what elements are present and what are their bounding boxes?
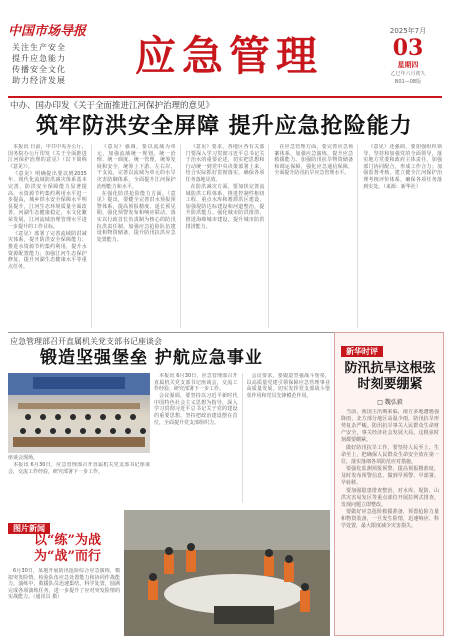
date-box (370, 26, 446, 96)
commentary-sidebar (334, 332, 444, 636)
paragraph: 本报讯 6月30日，应急管理部召开直属机关党支部书记座谈会，交流工作经验，研究部署下一步工作。 (8, 462, 150, 475)
paragraph: 要加强隐患排查整治，对水库、堤防、山洪灾害易发区等重点部位开展拉网式排查，发现问题立即整改。 (341, 487, 439, 508)
paragraph: 《意见》还强调，要加强组织领导，坚持和加强党的全面领导，落实地方党委和政府主体责任，加强部门协同配合，形成工作合力；加强监督考核，建立健全江河保护治理考核评价体系，确保各项任务落到实处。（来源：新华社） (363, 144, 442, 190)
paragraph: 在防洪减灾方面，要加快完善流域防洪工程体系，推进控制性枢纽工程、重点水库和蓄滞洪区建设，加强堤防达标建设和河道整治，提升防洪能力。强化城市防洪排涝，推进海绵城市建设，提升城市防洪排涝能力。 (185, 184, 265, 230)
paragraph: 会议强调，要坚持以习近平新时代中国特色社会主义思想为指导，深入学习贯彻习近平总书记关于党的建设的重要思想，坚持把政治建设摆在首位，全面提升党支部组织力。 (154, 393, 238, 426)
picnews-title (34, 533, 134, 565)
commentary-tag (341, 339, 383, 358)
article1-col (8, 144, 92, 328)
paragraph: 《意见》要求，各地区各有关部门要深入学习贯彻习近平总书记关于治水的重要论述，切实把思想和行动统一到党中央决策部署上来，结合实际抓好贯彻落实，确保各项任务落地见效。 (185, 144, 265, 183)
rescue-drill-photo (124, 510, 330, 636)
paragraph: 《意见》部署了完善流域防洪减灾体系，提升防洪安全保障能力；推进水资源节约集约利用，提升水资源配置能力；加强江河生态保护修复，提升河湖生态健康水平等重点任务。 (8, 230, 87, 270)
picnews-title-line: 以“练”为战 (34, 533, 101, 548)
masthead-logo-block (8, 24, 96, 94)
article1-kicker: 中办、国办印发《关于全面推进江河保护治理的意见》 (10, 101, 215, 111)
slogan-line: 传播安全文化 (12, 65, 66, 74)
date-year-month: 2025年7月 (389, 27, 427, 35)
article2-kicker: 应急管理部召开直属机关党支部书记座谈会 (10, 337, 162, 346)
paragraph: 6月30日，某地开展防汛抢险综合应急演练，模拟突发险情，检验队伍应急处置能力和协同作战能力。演练中，救援队员迅速集结、科学处置，圆满完成各项演练任务，进一步提升了应对突发险情的实战能力。（通讯员 摄） (8, 568, 120, 601)
paragraph: 要做好应急抢险救援准备，预置抢险力量和物资装备，一旦发生险情，迅速响应、科学处置，最大限度减少灾害损失。 (341, 509, 439, 529)
drill-scene-image (124, 510, 330, 636)
article2-headline: 锻造坚强堡垒 护航应急事业 (40, 348, 263, 368)
header-rule (8, 96, 442, 98)
commentary-tag-label: 新华时评 (341, 346, 383, 357)
weekday: 星期四 (397, 61, 419, 69)
paragraph: 做好防汛抗旱工作，要坚持人民至上、生命至上，把确保人民群众生命安全放在第一位，落实落细各项防范应对措施。 (341, 444, 439, 465)
picnews-tag-label: 图片新闻 (8, 523, 50, 534)
slogan-line: 关注生产安全 (12, 43, 66, 52)
article1-col (274, 144, 358, 328)
paragraph: 当前，我国主汛期来临，南方多地遭遇强降雨，北方部分地区高温少雨，防汛抗旱形势复杂严峻。防汛抗旱事关人民群众生命财产安全，事关经济社会发展大局，这根弦时刻都要绷紧。 (341, 409, 439, 443)
paragraph: 《意见》明确提出要以到2035年，现代化流域防洪减灾体系基本完善，防洪安全保障能力显著提高，水资源节约集约利用水平进一步提高，城乡供水安全保障水平明显提升，江河生态环境质量全面改善，河湖生态健康稳定，水文化繁荣发展，江河流域治理管理水平进一步提升的工作目标。 (8, 170, 87, 230)
masthead-title: 应急管理 (135, 32, 323, 80)
commentary-title (339, 361, 441, 393)
meeting-hall-image (8, 373, 150, 453)
slogan-line: 助力经济发展 (12, 76, 66, 85)
picnews-title-line: 为“战”而行 (34, 549, 101, 564)
slogan (8, 42, 96, 86)
commentary-title-line: 防汛抗旱这根弦 (344, 361, 436, 376)
article1-headline: 筑牢防洪安全屏障 提升应急抢险能力 (36, 113, 413, 139)
paragraph: 本报讯 日前，中共中央办公厅、国务院办公厅印发《关于全面推进江河保护治理的意见》（以下简称《意见》）。 (8, 144, 87, 170)
article1-col (97, 144, 181, 328)
article2-col (154, 373, 243, 503)
picnews-text (8, 568, 120, 634)
meeting-photo (8, 373, 150, 453)
paragraph: 本报讯 6月30日，应急管理部召开直属机关党支部书记座谈会，交流工作经验，研究部署下一步工作。 (154, 373, 238, 393)
lunar-date: 乙巳年六月初九 (390, 71, 426, 77)
article1-body (8, 144, 442, 328)
slogan-line: 提升应急能力 (12, 54, 66, 63)
commentary-body (341, 409, 439, 633)
photo-caption: 座谈会现场。 (8, 455, 39, 461)
article2-col (247, 373, 331, 503)
paragraph: 在强化防洪抢险能力方面，《意见》提出，要健全完善洪水预报预警体系，提高预报精度、延长预见期，强化预警发布和响应联动，落实以行政首长负责制为核心的防汛抗洪责任制，加强应急抢险队伍建设和物资储备，提升防汛抗洪应急处置能力。 (96, 190, 176, 243)
paragraph: 会议要求，要锻造坚强战斗堡垒，以高质量党建引领保障应急管理事业高质量发展，切实发挥党支部战斗堡垒作用和党员先锋模范作用。 (246, 373, 330, 399)
paragraph: 《意见》强调，要以流域为单元，加强流域统一规划、统一治理、统一调度、统一管理，统筹发展和安全，统筹上下游、左右岸、干支流，完善以流域为单元的水旱灾害防御体系，全面提升江河保护治理能力和水平。 (96, 144, 176, 190)
paragraph: 要强化监测预报预警，提高预报精准度，及时发布预警信息，做到早预警、早部署、早转移。 (341, 466, 439, 486)
date-day: 03 (392, 35, 424, 61)
article1-col (363, 144, 442, 328)
commentary-title-line: 时刻要绷紧 (357, 377, 423, 392)
article2-lead (8, 462, 150, 510)
article2-body (154, 373, 330, 503)
paragraph: 在应急管理方面，要完善应急预案体系，加强应急演练，提升应急救援能力。加强防汛抗旱物资储备和调运保障，强化应急通信保障，全面提升防汛抗旱应急管理水平。 (274, 144, 354, 177)
article1-col (186, 144, 270, 328)
edition-range: B01—08版 (394, 79, 422, 85)
commentary-author: □ 魏弘毅 (377, 399, 403, 406)
newspaper-logo: 中国市场导报 (8, 24, 87, 39)
